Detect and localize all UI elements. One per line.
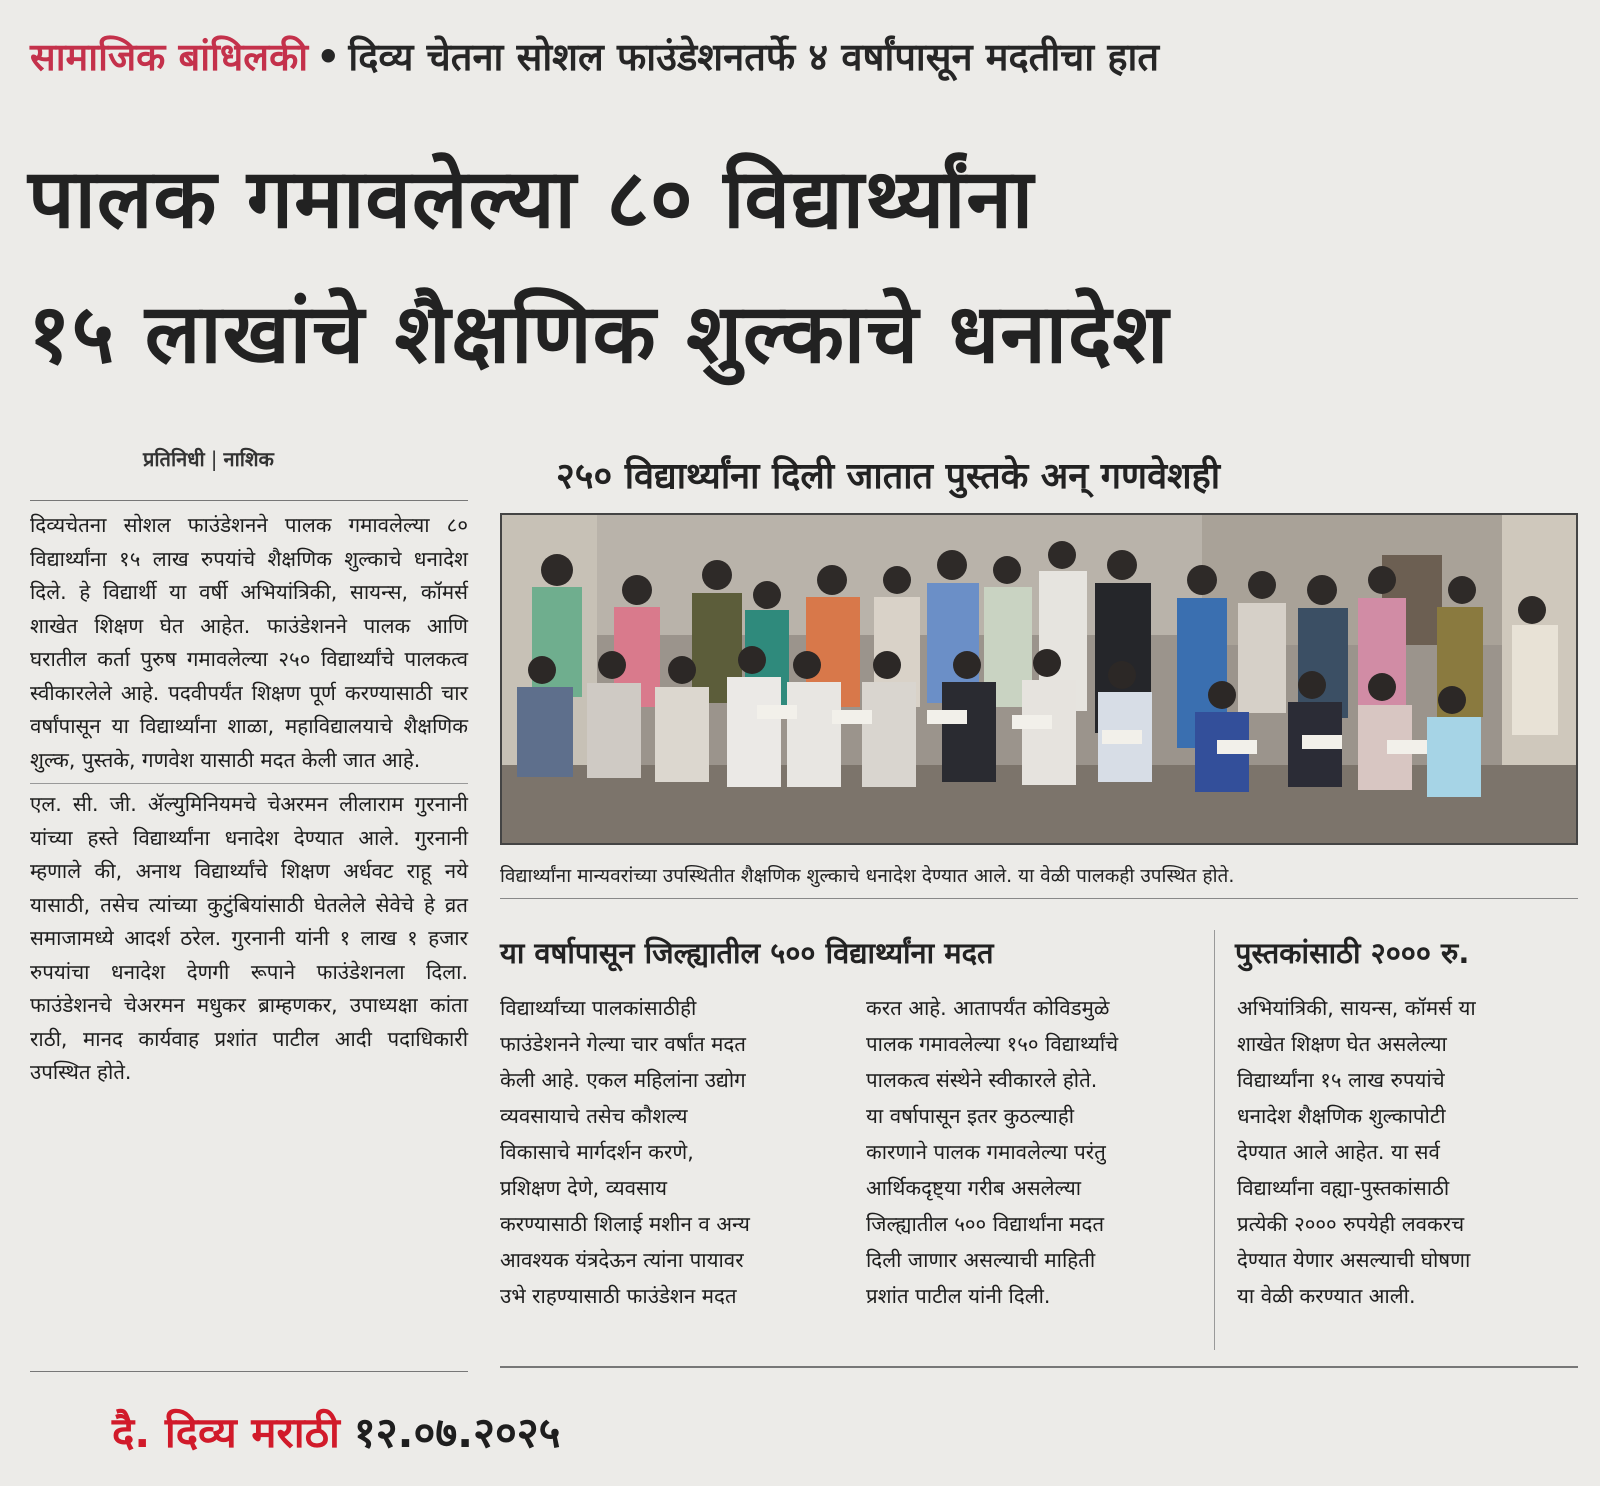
text-line: करत आहे. आतापर्यंत कोविडमुळे — [866, 996, 1110, 1020]
subhead-books: पुस्तकांसाठी २००० रु. — [1235, 936, 1470, 970]
article-column-3 — [866, 990, 1186, 1314]
publication-date: १२.०७.२०२५ — [353, 1408, 561, 1457]
text-line: उभे राहण्यासाठी फाउंडेशन मदत — [500, 1284, 737, 1308]
byline-place: नाशिक — [223, 447, 274, 471]
section-subtitle: दिव्य चेतना सोशल फाउंडेशनतर्फे ४ वर्षांपासून मदतीचा हात — [348, 35, 1160, 79]
text-line: या वेळी करण्यात आली. — [1237, 1284, 1416, 1308]
article-column-2 — [500, 990, 820, 1314]
text-line: आर्थिकदृष्ट्या गरीब असलेल्या — [866, 1176, 1082, 1200]
article-column-4 — [1237, 990, 1537, 1314]
subhead-district-help: या वर्षापासून जिल्ह्यातील ५०० विद्यार्थ्यांना मदत — [500, 936, 994, 970]
group-photo — [500, 513, 1578, 845]
byline — [143, 445, 274, 472]
group-photo-illustration — [502, 515, 1576, 843]
column-divider — [1214, 930, 1215, 1350]
text-line: विद्यार्थ्यांच्या पालकांसाठीही — [500, 996, 697, 1020]
text-line: विद्यार्थ्यांना १५ लाख रुपयांचे — [1237, 1068, 1445, 1092]
text-line: जिल्ह्यातील ५०० विद्यार्थांना मदत — [866, 1212, 1105, 1236]
byline-separator: | — [210, 447, 218, 471]
text-line: व्यवसायाचे तसेच कौशल्य — [500, 1104, 688, 1128]
headline-line-2: १५ लाखांचे शैक्षणिक शुल्काचे धनादेश — [28, 287, 1170, 382]
text-line: फाउंडेशनने गेल्या चार वर्षांत मदत — [500, 1032, 746, 1056]
text-line: देण्यात आले आहेत. या सर्व — [1237, 1140, 1440, 1164]
article-column-1 — [30, 500, 468, 1372]
text-line: पालक गमावलेल्या १५० विद्यार्थ्यांचे — [866, 1032, 1119, 1056]
byline-author: प्रतिनिधी — [143, 447, 205, 471]
text-line: या वर्षापासून इतर कुठल्याही — [866, 1104, 1075, 1128]
text-line: पालकत्व संस्थेने स्वीकारले होते. — [866, 1068, 1098, 1092]
text-line: कारणाने पालक गमावलेल्या परंतु — [866, 1140, 1106, 1164]
text-line: प्रशिक्षण देणे, व्यवसाय — [500, 1176, 668, 1200]
bottom-rule — [500, 1366, 1578, 1368]
section-kicker: सामाजिक बांधिलकी — [30, 35, 309, 79]
text-line: अभियांत्रिकी, सायन्स, कॉमर्स या — [1237, 996, 1476, 1020]
text-line: शाखेत शिक्षण घेत असलेल्या — [1237, 1032, 1447, 1056]
section-separator: • — [316, 35, 341, 79]
text-line: विकासाचे मार्गदर्शन करणे, — [500, 1140, 694, 1164]
column1-paragraph-2: एल. सी. जी. ॲल्युमिनियमचे चेअरमन लीलाराम गुरनानी यांच्या हस्ते विद्यार्थ्यांना धनादेश देण्यात आले. गुरनानी म्हणाले की, अनाथ विद्यार्थ्यांचे शिक्षण अर्धवट राहू नये यासाठी, तसेच त्यांच्या कुटुंबियांसाठी घेतलेले सेवेचे हे व्रत समाजामध्ये आदर्श ठरेल. गुरनानी यांनी १ लाख १ हजार रुपयांचा धनादेश देणगी रूपाने फाउंडेशनला दिला. फाउंडेशनचे चेअरमन मधुकर ब्राम्हणकर, उपाध्यक्षा कांता राठी, मानद कार्यवाह प्रशांत पाटील आदी पदाधिकारी उपस्थित होते. — [30, 783, 468, 1090]
box-title: २५० विद्यार्थ्यांना दिली जातात पुस्तके अन् गणवेशही — [556, 456, 1221, 497]
section-header — [30, 30, 1570, 92]
column1-paragraph-1: दिव्यचेतना सोशल फाउंडेशनने पालक गमावलेल्या ८० विद्यार्थ्यांना १५ लाख रुपयांचे शैक्षणिक शुल्काचे धनादेश दिले. हे विद्यार्थी या वर्षी अभियांत्रिकी, सायन्स, कॉमर्स शाखेत शिक्षण घेत आहेत. फाउंडेशनने पालक आणि घरातील कर्ता पुरुष गमावलेल्या २५० विद्यार्थ्यांचे पालकत्व स्वीकारलेले आहे. पदवीपर्यंत शिक्षण पूर्ण करण्यासाठी चार वर्षांपासून या विद्यार्थ्यांना शाळा, महाविद्यालयाचे शैक्षणिक शुल्क, पुस्तके, गणवेश यासाठी मदत केली जात आहे. — [30, 513, 468, 772]
text-line: प्रत्येकी २००० रुपयेही लवकरच — [1237, 1212, 1465, 1236]
text-line: धनादेश शैक्षणिक शुल्कापोटी — [1237, 1104, 1446, 1128]
newspaper-name: दै. दिव्य मराठी — [112, 1408, 340, 1457]
text-line: दिली जाणार असल्याची माहिती — [866, 1248, 1096, 1272]
text-line: विद्यार्थ्यांना वह्या-पुस्तकांसाठी — [1237, 1176, 1450, 1200]
text-line: केली आहे. एकल महिलांना उद्योग — [500, 1068, 746, 1092]
headline-line-1: पालक गमावलेल्या ८० विद्यार्थ्यांना — [28, 152, 1035, 247]
photo-caption: विद्यार्थ्यांना मान्यवरांच्या उपस्थितीत शैक्षणिक शुल्काचे धनादेश देण्यात आले. या वेळी पालकही उपस्थित होते. — [500, 862, 1578, 899]
text-line: करण्यासाठी शिलाई मशीन व अन्य — [500, 1212, 750, 1236]
text-line: आवश्यक यंत्रदेऊन त्यांना पायावर — [500, 1248, 744, 1272]
text-line: देण्यात येणार असल्याची घोषणा — [1237, 1248, 1471, 1272]
text-line: प्रशांत पाटील यांनी दिली. — [866, 1284, 1051, 1308]
footer — [112, 1403, 561, 1460]
